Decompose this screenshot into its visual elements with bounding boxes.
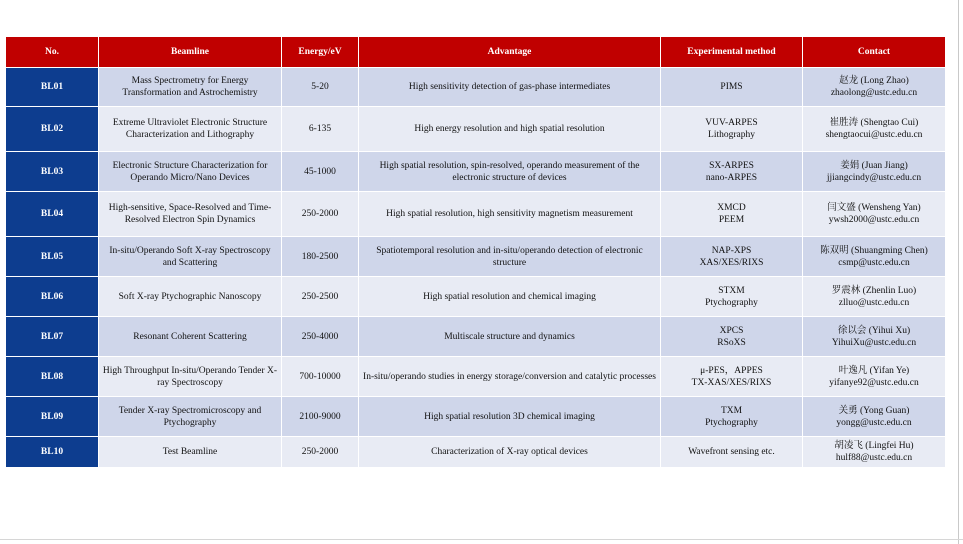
- cell-beamline: Test Beamline: [99, 437, 282, 468]
- cell-contact: [803, 152, 946, 192]
- contact-name: 关勇 (Yong Guan): [838, 405, 910, 416]
- cell-energy: 180-2500: [282, 237, 359, 277]
- cell-advantage: High spatial resolution, high sensitivity magnetism measurement: [359, 192, 661, 237]
- cell-no: BL06: [6, 277, 99, 317]
- cell-method: [661, 317, 803, 357]
- cell-method: [661, 397, 803, 437]
- cell-advantage: High spatial resolution 3D chemical imaging: [359, 397, 661, 437]
- cell-energy: 2100-9000: [282, 397, 359, 437]
- cell-contact: [803, 237, 946, 277]
- header-no: No.: [6, 37, 99, 68]
- contact-name: 赵龙 (Long Zhao): [839, 76, 909, 86]
- table-row: [6, 357, 946, 397]
- page-right-border: [958, 0, 959, 544]
- cell-contact: [803, 437, 946, 468]
- cell-beamline: Electronic Structure Characterization for Operando Micro/Nano Devices: [99, 152, 282, 192]
- contact-email: zlluo@ustc.edu.cn: [838, 297, 910, 308]
- contact-email: hulf88@ustc.edu.cn: [835, 453, 913, 463]
- contact-email: shengtaocui@ustc.edu.cn: [825, 130, 923, 140]
- table-row: [6, 192, 946, 237]
- method-line: XMCD: [717, 203, 746, 213]
- cell-contact: [803, 192, 946, 237]
- cell-energy: 250-2000: [282, 192, 359, 237]
- method-line: SX-ARPES: [709, 160, 754, 171]
- cell-energy: 250-2000: [282, 437, 359, 468]
- contact-name: 姜娟 (Juan Jiang): [840, 160, 908, 171]
- contact-email: yifanye92@ustc.edu.cn: [829, 377, 919, 388]
- cell-advantage: In-situ/operando studies in energy storage/conversion and catalytic processes: [359, 357, 661, 397]
- cell-advantage: High energy resolution and high spatial resolution: [359, 107, 661, 152]
- cell-energy: 45-1000: [282, 152, 359, 192]
- method-line: NAP-XPS: [711, 245, 752, 256]
- contact-name: 崔胜涛 (Shengtao Cui): [829, 118, 919, 128]
- cell-no: BL04: [6, 192, 99, 237]
- header-method: Experimental method: [661, 37, 803, 68]
- method-line: μ-PES，APPES: [700, 365, 763, 376]
- cell-no: BL05: [6, 237, 99, 277]
- contact-name: 胡凌飞 (Lingfei Hu): [834, 441, 914, 451]
- cell-beamline: High-sensitive, Space-Resolved and Time-Resolved Electron Spin Dynamics: [99, 192, 282, 237]
- table-row: [6, 397, 946, 437]
- table-row: [6, 437, 946, 468]
- cell-beamline: Resonant Coherent Scattering: [99, 317, 282, 357]
- cell-beamline: Tender X-ray Spectromicroscopy and Ptychography: [99, 397, 282, 437]
- cell-beamline: Extreme Ultraviolet Electronic Structure Characterization and Lithography: [99, 107, 282, 152]
- cell-method: [661, 277, 803, 317]
- cell-energy: 6-135: [282, 107, 359, 152]
- cell-no: BL02: [6, 107, 99, 152]
- cell-energy: 250-4000: [282, 317, 359, 357]
- contact-email: jjiangcindy@ustc.edu.cn: [826, 172, 922, 183]
- cell-no: BL03: [6, 152, 99, 192]
- cell-beamline: In-situ/Operando Soft X-ray Spectroscopy and Scattering: [99, 237, 282, 277]
- table-row: [6, 152, 946, 192]
- table-body: [6, 68, 946, 468]
- method-line: Wavefront sensing etc.: [688, 447, 775, 457]
- cell-contact: [803, 68, 946, 107]
- method-line: XPCS: [719, 325, 744, 336]
- contact-email: zhaolong@ustc.edu.cn: [830, 88, 918, 98]
- cell-method: [661, 107, 803, 152]
- table-header-row: [6, 37, 946, 68]
- cell-advantage: High sensitivity detection of gas-phase intermediates: [359, 68, 661, 107]
- method-line: nano-ARPES: [705, 172, 758, 183]
- cell-method: [661, 437, 803, 468]
- cell-energy: 250-2500: [282, 277, 359, 317]
- method-line: RSoXS: [717, 337, 746, 348]
- contact-name: 陈双明 (Shuangming Chen): [820, 245, 928, 256]
- cell-contact: [803, 357, 946, 397]
- cell-beamline: Soft X-ray Ptychographic Nanoscopy: [99, 277, 282, 317]
- cell-energy: 5-20: [282, 68, 359, 107]
- contact-name: 徐以会 (Yihui Xu): [837, 325, 911, 336]
- method-line: TXM: [720, 405, 743, 416]
- cell-beamline: Mass Spectrometry for Energy Transformation and Astrochemistry: [99, 68, 282, 107]
- cell-no: BL08: [6, 357, 99, 397]
- method-line: Ptychography: [705, 417, 758, 428]
- method-line: PIMS: [720, 82, 743, 92]
- contact-name: 闫文盛 (Wensheng Yan): [827, 203, 921, 213]
- header-beamline: Beamline: [99, 37, 282, 68]
- header-energy: Energy/eV: [282, 37, 359, 68]
- table-row: [6, 237, 946, 277]
- method-line: STXM: [718, 285, 745, 296]
- cell-no: BL10: [6, 437, 99, 468]
- cell-advantage: Characterization of X-ray optical devices: [359, 437, 661, 468]
- table-row: [6, 107, 946, 152]
- cell-energy: 700-10000: [282, 357, 359, 397]
- cell-no: BL01: [6, 68, 99, 107]
- method-line: PEEM: [718, 215, 745, 225]
- table-row: [6, 277, 946, 317]
- cell-advantage: High spatial resolution, spin-resolved, operando measurement of the electronic structure of devices: [359, 152, 661, 192]
- table-row: [6, 317, 946, 357]
- cell-method: [661, 237, 803, 277]
- contact-email: YihuiXu@ustc.edu.cn: [831, 337, 917, 348]
- method-line: VUV-ARPES: [705, 118, 758, 128]
- cell-method: [661, 357, 803, 397]
- contact-name: 罗震林 (Zhenlin Luo): [831, 285, 917, 296]
- method-line: Lithography: [708, 130, 755, 140]
- header-contact: Contact: [803, 37, 946, 68]
- method-line: Ptychography: [705, 297, 758, 308]
- cell-no: BL09: [6, 397, 99, 437]
- cell-contact: [803, 397, 946, 437]
- cell-method: [661, 68, 803, 107]
- cell-advantage: High spatial resolution and chemical imaging: [359, 277, 661, 317]
- cell-contact: [803, 277, 946, 317]
- cell-contact: [803, 107, 946, 152]
- cell-contact: [803, 317, 946, 357]
- cell-no: BL07: [6, 317, 99, 357]
- method-line: TX-XAS/XES/RIXS: [691, 377, 772, 388]
- cell-advantage: Multiscale structure and dynamics: [359, 317, 661, 357]
- contact-email: ywsh2000@ustc.edu.cn: [828, 215, 920, 225]
- table-row: [6, 68, 946, 107]
- method-line: XAS/XES/RIXS: [699, 257, 764, 268]
- page-bottom-border: [0, 539, 963, 540]
- cell-method: [661, 152, 803, 192]
- cell-advantage: Spatiotemporal resolution and in-situ/operando detection of electronic structure: [359, 237, 661, 277]
- header-advantage: Advantage: [359, 37, 661, 68]
- contact-name: 叶逸凡 (Yifan Ye): [838, 365, 910, 376]
- contact-email: csmp@ustc.edu.cn: [838, 257, 910, 268]
- cell-beamline: High Throughput In-situ/Operando Tender X-ray Spectroscopy: [99, 357, 282, 397]
- cell-method: [661, 192, 803, 237]
- beamline-table: [5, 36, 946, 468]
- contact-email: yongg@ustc.edu.cn: [836, 417, 912, 428]
